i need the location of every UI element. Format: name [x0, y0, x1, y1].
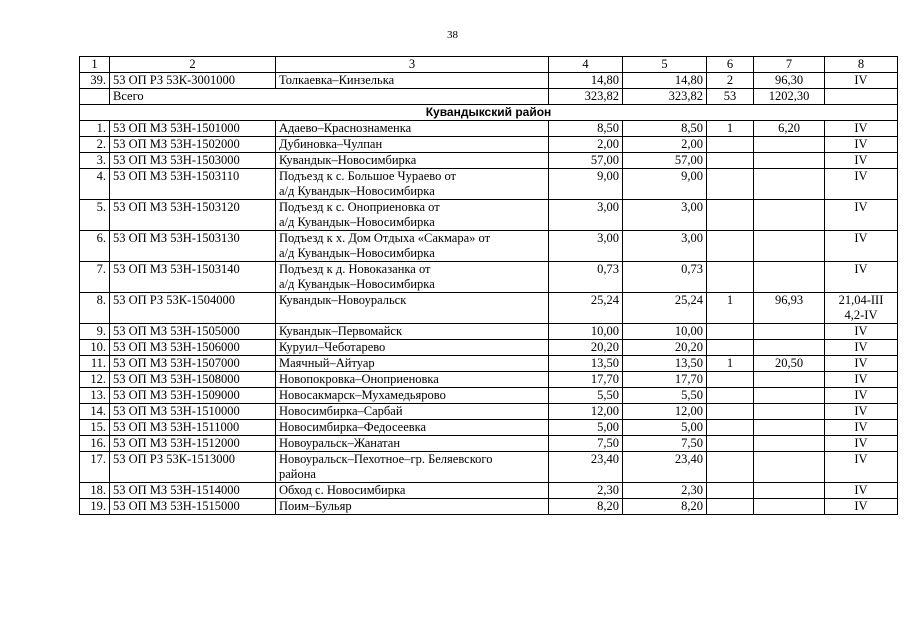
bridge-count [707, 404, 754, 420]
length-hard-surface: 3,00 [623, 200, 707, 231]
table-row [80, 73, 898, 89]
road-name-line: а/д Кувандык–Новосимбирка [279, 246, 435, 260]
road-category-line: IV [854, 356, 868, 370]
length-hard-surface: 3,00 [623, 231, 707, 262]
row-number: 12. [80, 372, 110, 388]
road-name-line: Кувандык–Новосимбирка [279, 153, 417, 167]
row-number: 1. [80, 121, 110, 137]
bridge-length [754, 499, 825, 515]
roads-table [79, 56, 898, 515]
road-category-line: IV [854, 436, 868, 450]
road-name-line: а/д Кувандык–Новосимбирка [279, 215, 435, 229]
road-category-line: IV [854, 73, 868, 87]
road-name-line: Толкаевка–Кинзелька [279, 73, 395, 87]
row-number: 13. [80, 388, 110, 404]
bridge-length [754, 324, 825, 340]
road-name [276, 388, 549, 404]
table-row [80, 137, 898, 153]
road-code: 53 ОП РЗ 53К-1513000 [110, 452, 276, 483]
road-name-line: Новопокровка–Оноприеновка [279, 372, 439, 386]
length-hard-surface: 5,00 [623, 420, 707, 436]
road-code: 53 ОП МЗ 53Н-1506000 [110, 340, 276, 356]
length-hard-surface: 8,20 [623, 499, 707, 515]
road-name [276, 436, 549, 452]
row-number: 7. [80, 262, 110, 293]
table-row [80, 200, 898, 231]
road-name-line: Подъезд к д. Новоказанка от [279, 262, 431, 276]
road-category [825, 340, 898, 356]
table-row [80, 388, 898, 404]
road-category-line: IV [854, 324, 868, 338]
bridge-length [754, 262, 825, 293]
length-total: 20,20 [549, 340, 623, 356]
road-code: 53 ОП МЗ 53Н-1511000 [110, 420, 276, 436]
row-number: 18. [80, 483, 110, 499]
road-category-line: IV [854, 483, 868, 497]
bridge-length [754, 200, 825, 231]
road-code: 53 ОП МЗ 53Н-1503000 [110, 153, 276, 169]
length-hard-surface: 5,50 [623, 388, 707, 404]
bridge-count [707, 231, 754, 262]
road-name-line: Новоуральск–Жанатан [279, 436, 401, 450]
bridge-count [707, 137, 754, 153]
row-number: 19. [80, 499, 110, 515]
road-name [276, 499, 549, 515]
length-total: 0,73 [549, 262, 623, 293]
total-length: 323,82 [549, 89, 623, 105]
bridge-count: 1 [707, 121, 754, 137]
bridge-length [754, 153, 825, 169]
road-name-line: Подъезд к х. Дом Отдыха «Сакмара» от [279, 231, 491, 245]
bridge-length [754, 452, 825, 483]
column-number: 4 [549, 57, 623, 73]
column-number: 8 [825, 57, 898, 73]
row-number: 14. [80, 404, 110, 420]
length-hard-surface: 12,00 [623, 404, 707, 420]
district-header-row [80, 105, 898, 121]
bridge-length [754, 231, 825, 262]
bridge-count: 1 [707, 356, 754, 372]
length-total: 7,50 [549, 436, 623, 452]
length-total: 5,50 [549, 388, 623, 404]
bridge-length [754, 340, 825, 356]
bridge-length [754, 483, 825, 499]
road-name [276, 200, 549, 231]
road-category-line: IV [854, 388, 868, 402]
length-hard-surface: 14,80 [623, 73, 707, 89]
column-number: 1 [80, 57, 110, 73]
table-row [80, 483, 898, 499]
road-code: 53 ОП МЗ 53Н-1503140 [110, 262, 276, 293]
length-hard-surface: 23,40 [623, 452, 707, 483]
road-category [825, 293, 898, 324]
road-category-line: IV [854, 137, 868, 151]
road-name-line: Куруил–Чеботарево [279, 340, 386, 354]
bridge-count [707, 200, 754, 231]
length-hard-surface: 0,73 [623, 262, 707, 293]
road-name-line: Адаево–Краснознаменка [279, 121, 412, 135]
row-number: 10. [80, 340, 110, 356]
road-category-line: IV [854, 121, 868, 135]
road-category-line: IV [854, 340, 868, 354]
road-category-line: IV [854, 169, 868, 183]
road-category-line: 21,04-III [838, 293, 884, 307]
road-code: 53 ОП МЗ 53Н-1509000 [110, 388, 276, 404]
length-total: 2,00 [549, 137, 623, 153]
length-total: 57,00 [549, 153, 623, 169]
road-category [825, 436, 898, 452]
road-name [276, 169, 549, 200]
road-code: 53 ОП МЗ 53Н-1505000 [110, 324, 276, 340]
road-name [276, 262, 549, 293]
length-hard-surface: 7,50 [623, 436, 707, 452]
road-name-line: Кувандык–Первомайск [279, 324, 403, 338]
length-hard-surface: 57,00 [623, 153, 707, 169]
road-category [825, 153, 898, 169]
row-number: 2. [80, 137, 110, 153]
road-name [276, 356, 549, 372]
bridge-count [707, 153, 754, 169]
road-name-line: Подъезд к с. Оноприеновка от [279, 200, 440, 214]
road-name-line: а/д Кувандык–Новосимбирка [279, 277, 435, 291]
road-category [825, 137, 898, 153]
bridge-count: 2 [707, 73, 754, 89]
table-row [80, 340, 898, 356]
road-category-line: IV [854, 372, 868, 386]
length-total: 8,50 [549, 121, 623, 137]
road-name [276, 73, 549, 89]
total-length-hard: 323,82 [623, 89, 707, 105]
row-number: 4. [80, 169, 110, 200]
road-name-line: Подъезд к с. Большое Чураево от [279, 169, 456, 183]
road-code: 53 ОП МЗ 53Н-1503110 [110, 169, 276, 200]
length-hard-surface: 17,70 [623, 372, 707, 388]
road-name [276, 372, 549, 388]
table-row [80, 372, 898, 388]
road-name-line: а/д Кувандык–Новосимбирка [279, 184, 435, 198]
bridge-length: 96,30 [754, 73, 825, 89]
column-number: 3 [276, 57, 549, 73]
length-hard-surface: 20,20 [623, 340, 707, 356]
road-name-line: Маячный–Айтуар [279, 356, 375, 370]
bridge-count [707, 324, 754, 340]
bridge-count [707, 452, 754, 483]
road-name-line: Кувандык–Новоуральск [279, 293, 407, 307]
road-code: 53 ОП МЗ 53Н-1501000 [110, 121, 276, 137]
table-row [80, 231, 898, 262]
road-name [276, 153, 549, 169]
row-number: 9. [80, 324, 110, 340]
length-total: 3,00 [549, 231, 623, 262]
road-name [276, 340, 549, 356]
total-row [80, 89, 898, 105]
road-category [825, 483, 898, 499]
bridge-length [754, 436, 825, 452]
bridge-length: 96,93 [754, 293, 825, 324]
column-number: 7 [754, 57, 825, 73]
table-row [80, 420, 898, 436]
bridge-length: 20,50 [754, 356, 825, 372]
road-category-line: IV [854, 153, 868, 167]
road-code: 53 ОП МЗ 53Н-1508000 [110, 372, 276, 388]
road-category [825, 262, 898, 293]
road-category [825, 73, 898, 89]
row-number: 15. [80, 420, 110, 436]
bridge-count [707, 436, 754, 452]
road-name-line: Новосимбирка–Федосеевка [279, 420, 427, 434]
road-name-line: Обход с. Новосимбирка [279, 483, 406, 497]
table-row [80, 293, 898, 324]
road-category-line: IV [854, 404, 868, 418]
road-code: 53 ОП РЗ 53К-3001000 [110, 73, 276, 89]
road-category [825, 388, 898, 404]
bridge-length [754, 372, 825, 388]
row-number: 11. [80, 356, 110, 372]
length-hard-surface: 13,50 [623, 356, 707, 372]
road-name-line: Поим–Бульяр [279, 499, 352, 513]
road-category [825, 420, 898, 436]
total-category [825, 89, 898, 105]
table-row [80, 262, 898, 293]
length-total: 23,40 [549, 452, 623, 483]
road-category-line: IV [854, 499, 868, 513]
road-category [825, 404, 898, 420]
row-number: 3. [80, 153, 110, 169]
road-code: 53 ОП МЗ 53Н-1503130 [110, 231, 276, 262]
road-category-line: IV [854, 420, 868, 434]
road-code: 53 ОП МЗ 53Н-1515000 [110, 499, 276, 515]
table-row [80, 121, 898, 137]
length-hard-surface: 10,00 [623, 324, 707, 340]
length-hard-surface: 25,24 [623, 293, 707, 324]
column-number-row [80, 57, 898, 73]
length-hard-surface: 2,00 [623, 137, 707, 153]
road-category-line: IV [854, 452, 868, 466]
road-category [825, 324, 898, 340]
length-total: 12,00 [549, 404, 623, 420]
length-hard-surface: 8,50 [623, 121, 707, 137]
district-name: Кувандыкский район [80, 105, 898, 121]
road-category-line: IV [854, 262, 868, 276]
road-category [825, 121, 898, 137]
length-total: 14,80 [549, 73, 623, 89]
bridge-count [707, 262, 754, 293]
length-total: 9,00 [549, 169, 623, 200]
road-name [276, 324, 549, 340]
bridge-count [707, 388, 754, 404]
road-category [825, 452, 898, 483]
road-code: 53 ОП РЗ 53К-1504000 [110, 293, 276, 324]
road-category [825, 499, 898, 515]
road-name [276, 452, 549, 483]
road-category-line: 4,2-IV [844, 308, 878, 322]
bridge-length [754, 169, 825, 200]
road-name [276, 137, 549, 153]
road-name-line: Новоуральск–Пехотное–гр. Беляевского [279, 452, 493, 466]
road-code: 53 ОП МЗ 53Н-1514000 [110, 483, 276, 499]
bridge-count [707, 483, 754, 499]
row-number: 5. [80, 200, 110, 231]
row-number: 6. [80, 231, 110, 262]
row-number: 16. [80, 436, 110, 452]
column-number: 6 [707, 57, 754, 73]
road-category-line: IV [854, 231, 868, 245]
road-name-line: Новосакмарск–Мухамедьярово [279, 388, 446, 402]
row-number: 39. [80, 73, 110, 89]
length-total: 3,00 [549, 200, 623, 231]
table-row [80, 169, 898, 200]
length-hard-surface: 9,00 [623, 169, 707, 200]
road-category [825, 169, 898, 200]
table-body [80, 57, 898, 515]
road-category [825, 200, 898, 231]
row-number: 17. [80, 452, 110, 483]
length-hard-surface: 2,30 [623, 483, 707, 499]
column-number: 2 [110, 57, 276, 73]
table-row [80, 153, 898, 169]
table-row [80, 436, 898, 452]
road-name [276, 404, 549, 420]
road-category [825, 356, 898, 372]
bridge-count [707, 420, 754, 436]
road-category [825, 231, 898, 262]
bridge-count [707, 499, 754, 515]
total-bridge-count: 53 [707, 89, 754, 105]
length-total: 10,00 [549, 324, 623, 340]
column-number: 5 [623, 57, 707, 73]
bridge-length [754, 420, 825, 436]
length-total: 5,00 [549, 420, 623, 436]
table-row [80, 499, 898, 515]
bridge-length [754, 404, 825, 420]
table-row [80, 324, 898, 340]
table-row [80, 404, 898, 420]
road-category [825, 372, 898, 388]
bridge-length [754, 388, 825, 404]
road-code: 53 ОП МЗ 53Н-1510000 [110, 404, 276, 420]
road-category-line: IV [854, 200, 868, 214]
road-code: 53 ОП МЗ 53Н-1502000 [110, 137, 276, 153]
road-name-line: района [279, 467, 316, 481]
bridge-count [707, 169, 754, 200]
bridge-length: 6,20 [754, 121, 825, 137]
road-name [276, 483, 549, 499]
road-name-line: Дубиновка–Чулпан [279, 137, 383, 151]
bridge-count [707, 340, 754, 356]
road-code: 53 ОП МЗ 53Н-1512000 [110, 436, 276, 452]
road-name [276, 420, 549, 436]
page-number: 38 [447, 29, 458, 41]
bridge-count: 1 [707, 293, 754, 324]
length-total: 2,30 [549, 483, 623, 499]
length-total: 8,20 [549, 499, 623, 515]
length-total: 17,70 [549, 372, 623, 388]
total-spacer [80, 89, 110, 105]
table-row [80, 356, 898, 372]
table-row [80, 452, 898, 483]
road-name [276, 231, 549, 262]
total-label: Всего [110, 89, 549, 105]
road-name [276, 121, 549, 137]
total-bridge-length: 1202,30 [754, 89, 825, 105]
length-total: 25,24 [549, 293, 623, 324]
road-code: 53 ОП МЗ 53Н-1503120 [110, 200, 276, 231]
road-name-line: Новосимбирка–Сарбай [279, 404, 403, 418]
row-number: 8. [80, 293, 110, 324]
length-total: 13,50 [549, 356, 623, 372]
road-code: 53 ОП МЗ 53Н-1507000 [110, 356, 276, 372]
bridge-length [754, 137, 825, 153]
bridge-count [707, 372, 754, 388]
road-name [276, 293, 549, 324]
